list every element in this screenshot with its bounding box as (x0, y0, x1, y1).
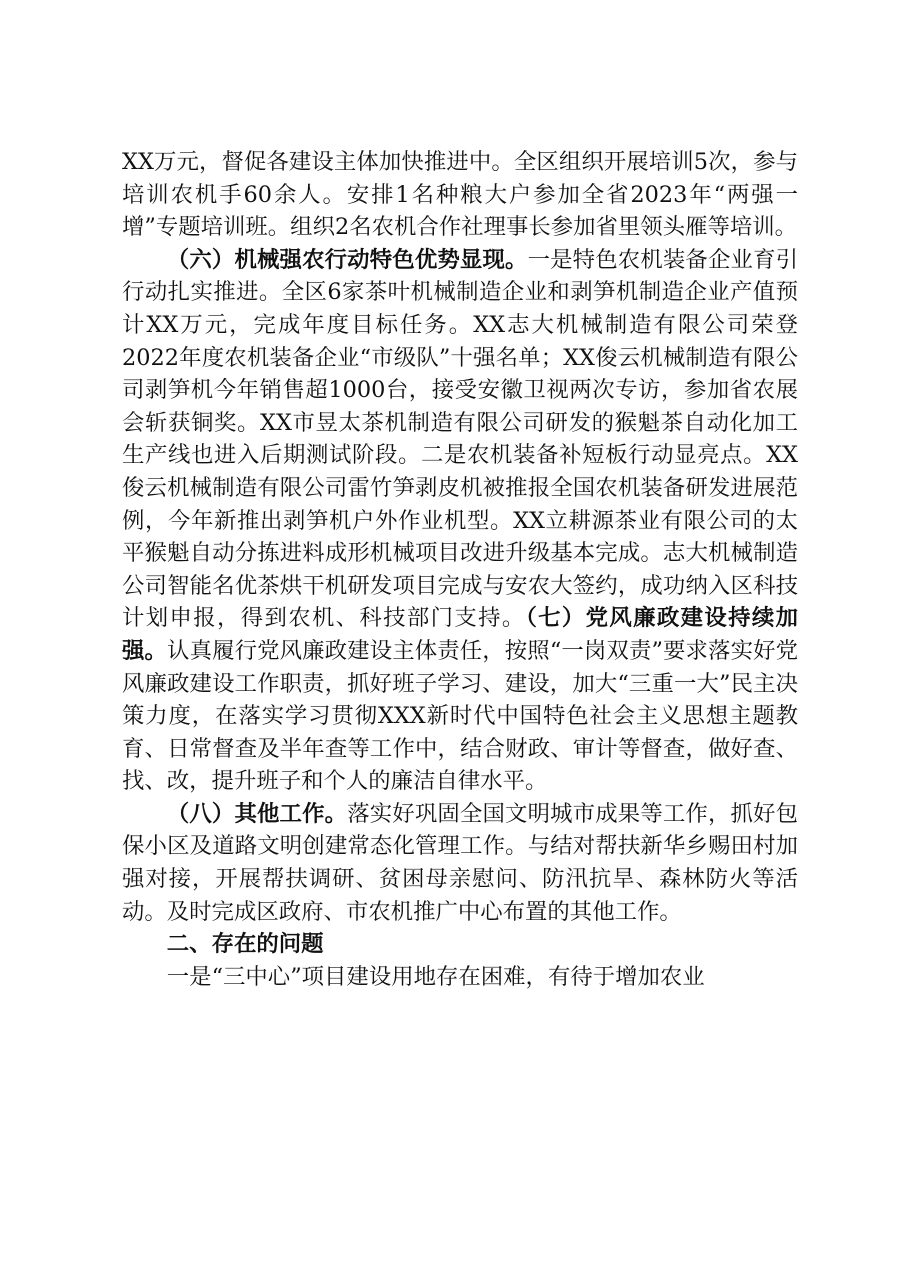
section-body-eight: 落实好巩固全国文明城市成果等工作，抓好包保小区及道路文明创建常态化管理工作。与结对帮扶新华乡赐田村加强对接，开展帮扶调研、贫困母亲慰问、防汛抗旱、森林防火等活动。及时完成区政府、市农机推广中心布置的其他工作。 (122, 800, 799, 925)
document-body (122, 146, 798, 993)
section-heading-problems: 二、存在的问题 (166, 931, 324, 958)
section-body-six: 一是特色农机装备企业育引行动扎实推进。全区6家茶叶机械制造企业和剥笋机制造企业产值预计XX万元，完成年度目标任务。XX志大机械制造有限公司荣登2022年度农机装备企业“市级队”十强名单；XX俊云机械制造有限公司剥笋机今年销售超1000台，接受安徽卫视两次专访，参加省农展会斩获铜奖。XX市昱太茶机制造有限公司研发的猴魁茶自动化加工生产线也进入后期测试阶段。二是农机装备补短板行动显亮点。XX俊云机械制造有限公司雷竹笋剥皮机被推报全国农机装备研发进展范例，今年新推出剥笋机户外作业机型。XX立耕源茶业有限公司的太平猴魁自动分拣进料成形机械项目改进升级基本完成。志大机械制造公司智能名优茶烘干机研发项目完成与安农大签约，成功纳入区科技计划申报，得到农机、科技部门支持。 (122, 246, 799, 632)
paragraph-training: XX万元，督促各建设主体加快推进中。全区组织开展培训5次，参与培训农机手60余人。安排1名种粮大户参加全省2023年“两强一增”专题培训班。组织2名农机合作社理事长参加省里领头雁等培训。 (122, 149, 798, 241)
section-lead-eight: （八）其他工作。 (166, 800, 348, 827)
section-body-seven: 认真履行党风廉政建设主体责任，按照“一岗双责”要求落实好党风廉政建设工作职责，抓好班子学习、建设，加大“三重一大”民主决策力度，在落实学习贯彻XXX新时代中国特色社会主义思想主题教育、日常督查及半年查等工作中，结合财政、审计等督查，做好查、找、改，提升班子和个人的廉洁自律水平。 (122, 637, 799, 795)
section-lead-seven: （七）党风廉政建设持续加强。 (122, 605, 799, 664)
paragraph-problem-one: 一是“三中心”项目建设用地存在困难，有待于增加农业 (166, 963, 705, 990)
paragraph-other-work (122, 798, 798, 928)
section-lead-six: （六）机械强农行动特色优势显现。 (166, 246, 528, 273)
paragraph-machinery-agriculture (122, 244, 798, 798)
